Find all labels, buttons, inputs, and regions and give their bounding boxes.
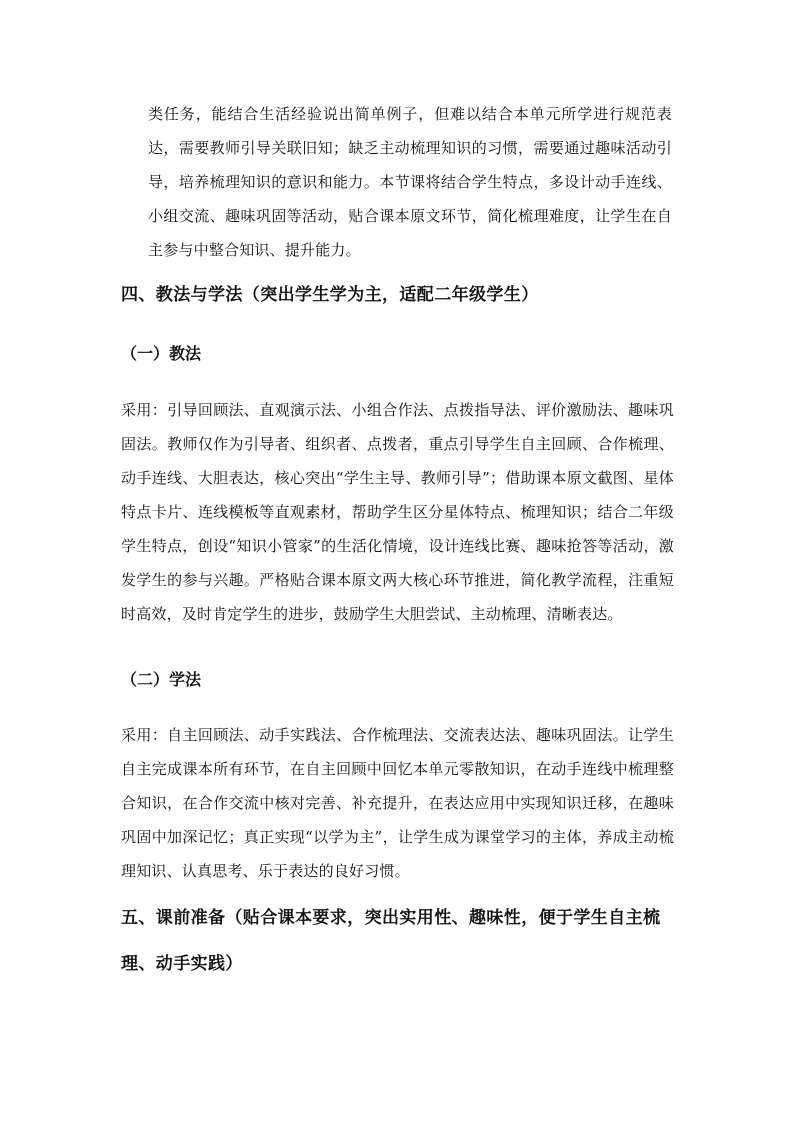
learning-methods-heading: （二）学法 <box>121 670 202 689</box>
section-4-heading: 四、教法与学法（突出学生学为主，适配二年级学生） <box>121 285 539 305</box>
teaching-methods-heading: （一）教法 <box>121 344 202 363</box>
teaching-methods-paragraph: 采用：引导回顾法、直观演示法、小组合作法、点拨指导法、评价激励法、趣味巩固法。教师仅作为引导者、组织者、点拨者，重点引导学生自主回顾、合作梳理、动手连线、大胆表达，核心突出“学生主导、教师引导”；借助课本原文截图、星体特点卡片、连线模板等直观素材，帮助学生区分星体特点、梳理知识；结合二年级学生特点，创设“知识小管家”的生活化情境，设计连线比赛、趣味抢答等活动，激发学生的参与兴趣。严格贴合课本原文两大核心环节推进，简化教学流程，注重短时高效，及时肯定学生的进步，鼓励学生大胆尝试、主动梳理、清晰表达。 <box>121 401 674 623</box>
continued-paragraph: 类任务，能结合生活经验说出简单例子，但难以结合本单元所学进行规范表达，需要教师引导关联旧知；缺乏主动梳理知识的习惯，需要通过趣味活动引导，培养梳理知识的意识和能力。本节课将结合学生特点，多设计动手连线、小组交流、趣味巩固等活动，贴合课本原文环节，简化梳理难度，让学生在自主参与中整合知识、提升能力。 <box>148 105 672 259</box>
section-5-heading: 五、课前准备（贴合课本要求，突出实用性、趣味性，便于学生自主梳理、动手实践） <box>121 908 661 974</box>
learning-methods-paragraph: 采用：自主回顾法、动手实践法、合作梳理法、交流表达法、趣味巩固法。让学生自主完成课本所有环节，在自主回顾中回忆本单元零散知识，在动手连线中梳理整合知识，在合作交流中核对完善、补充提升，在表达应用中实现知识迁移，在趣味巩固中加深记忆；真正实现“以学为主”，让学生成为课堂学习的主体，养成主动梳理知识、认真思考、乐于表达的良好习惯。 <box>121 726 674 880</box>
